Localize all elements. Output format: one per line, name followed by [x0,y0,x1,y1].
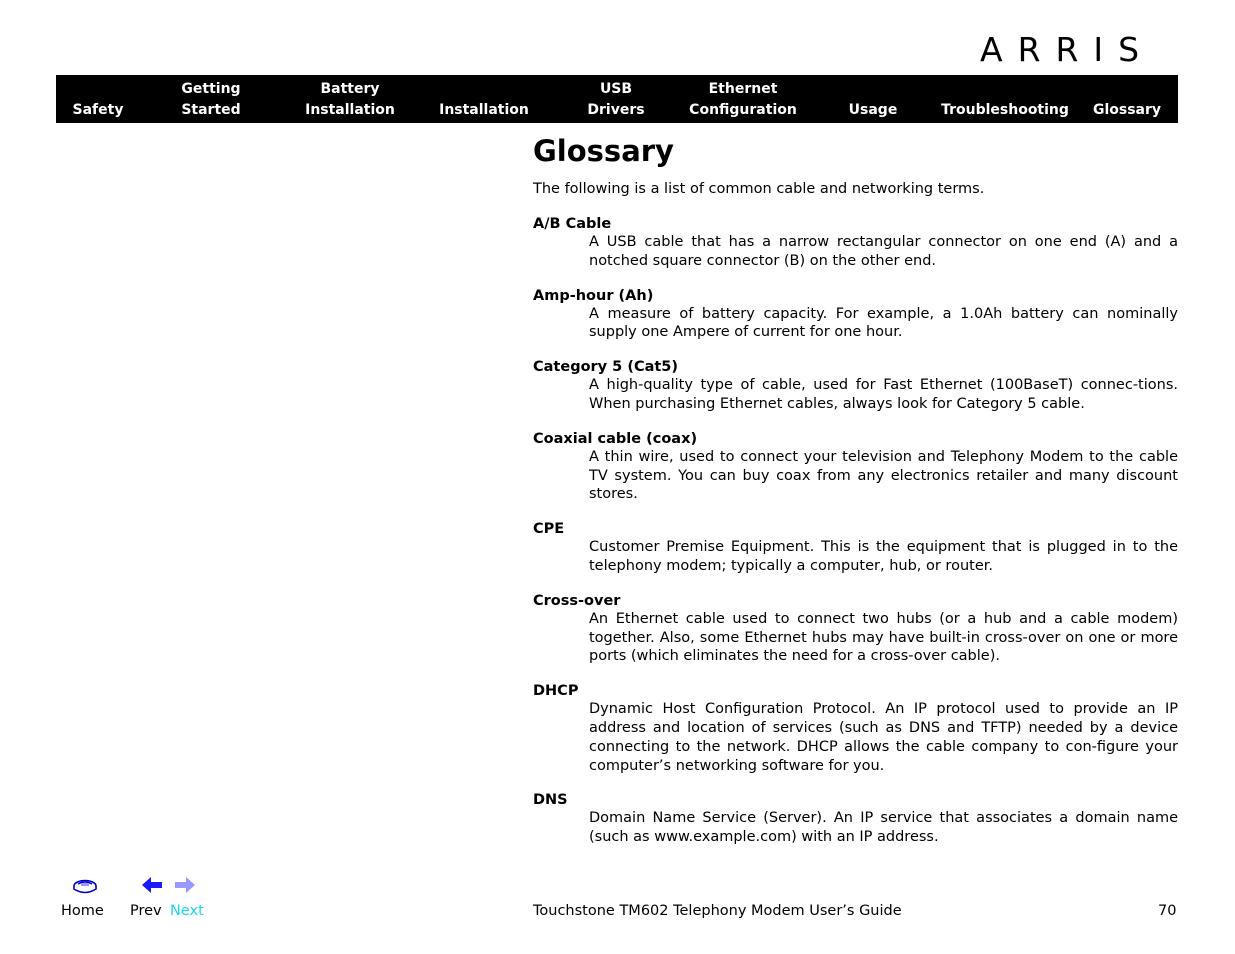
nav-safety[interactable] [56,75,140,123]
nav-ethernet-configuration[interactable] [682,75,804,123]
nav-glossary[interactable] [1086,75,1168,123]
glossary-term: CPE [533,521,565,538]
nav-troubleshooting[interactable] [936,75,1074,123]
glossary-definition: A measure of battery capacity. For example, a 1.0Ah battery can nominally supply one Ampere of current for one hour. [589,305,1178,341]
prev-link[interactable]: Prev [130,903,162,919]
glossary-entry [533,358,1178,414]
glossary-entry [533,287,1178,343]
nav-installation[interactable] [430,75,538,123]
nav-usage[interactable] [836,75,910,123]
nav-line2: Configuration [689,102,797,118]
glossary-definition: An Ethernet cable used to connect two hubs (or a hub and a cable modem) together. Also, some Ethernet hubs may have built-in cross-over on one or more ports (which eliminates the need for a cross-over cable). [589,610,1178,665]
nav-line1: Ethernet [708,81,778,97]
nav-battery-installation[interactable] [296,75,404,123]
nav-line1: USB [599,81,633,97]
nav-line2: Drivers [587,102,645,118]
glossary-term: Coaxial cable (coax) [533,430,698,447]
glossary-term: Cross-over [533,592,621,609]
glossary-definition: A high-quality type of cable, used for Fast Ethernet (100BaseT) connec-tions. When purchasing Ethernet cables, always look for Category 5 cable. [589,377,1178,412]
glossary-term: DNS [533,792,568,809]
nav-usb-drivers[interactable] [576,75,656,123]
nav-line2: Started [181,102,241,118]
nav-line2: Safety [72,102,124,118]
glossary-entry [533,520,1178,576]
page-number: 70 [1158,903,1177,919]
nav-line2: Glossary [1092,102,1162,118]
arrow-right-icon[interactable] [173,875,197,899]
glossary-definition: Domain Name Service (Server). An IP service that associates a domain name (such as www.example.com) with an IP address. [589,810,1178,846]
glossary-content [533,128,1178,847]
glossary-entry [533,592,1178,666]
guide-title: Touchstone TM602 Telephony Modem User’s Guide [533,903,902,919]
glossary-term: A/B Cable [533,216,612,232]
page-title: Glossary [533,134,674,168]
intro-text: The following is a list of common cable and networking terms. [533,181,985,197]
glossary-term: Amp-hour (Ah) [533,287,654,304]
home-link[interactable]: Home [61,903,104,919]
glossary-entry [533,791,1178,847]
glossary-definition: Customer Premise Equipment. This is the equipment that is plugged in to the telephony modem; typically a computer, hub, or router. [589,539,1178,574]
home-modem-icon[interactable] [72,875,98,899]
glossary-definition: A thin wire, used to connect your television and Telephony Modem to the cable TV system. You can buy coax from any electronics retailer and many discount stores. [589,448,1178,503]
glossary-entry [533,430,1178,504]
glossary-entry [533,215,1178,271]
arris-logo: ARRIS [980,30,1155,69]
nav-line2: Troubleshooting [941,102,1069,118]
nav-line1: Getting [181,81,241,97]
glossary-entry [533,682,1178,775]
next-link[interactable]: Next [170,903,204,919]
arrow-left-icon[interactable] [140,875,164,899]
glossary-definition: A USB cable that has a narrow rectangular connector on one end (A) and a notched square connector (B) on the other end. [589,234,1178,269]
nav-line2: Installation [439,102,529,118]
top-navigation-bar [56,75,1178,123]
nav-line2: Installation [305,102,395,118]
glossary-term: Category 5 (Cat5) [533,359,679,376]
glossary-definition: Dynamic Host Configuration Protocol. An IP protocol used to provide an IP address and location of services (such as DNS and TFTP) needed by a device connecting to the network. DHCP allows the cable company to con-figure your computer’s networking software for you. [589,701,1178,774]
nav-line2: Usage [848,102,898,118]
nav-getting-started[interactable] [170,75,252,123]
glossary-term: DHCP [533,683,579,700]
nav-line1: Battery [320,81,380,97]
